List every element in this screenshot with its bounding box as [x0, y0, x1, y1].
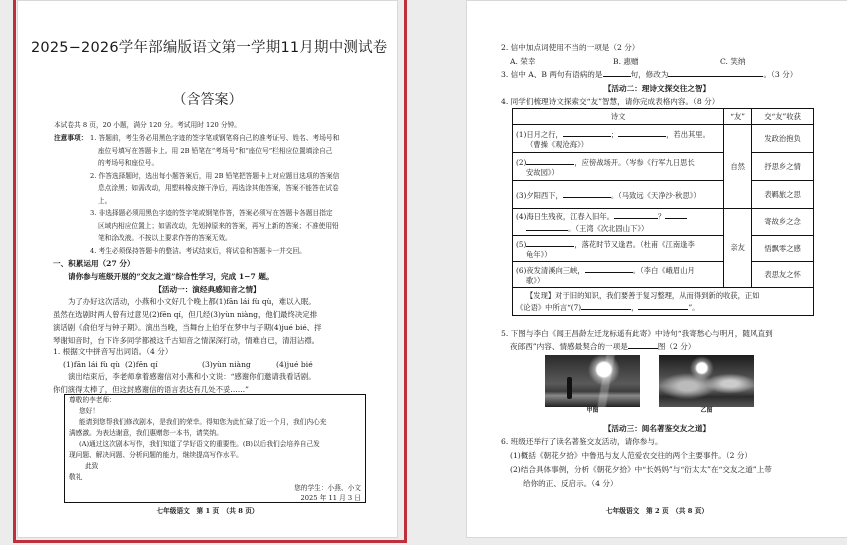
answer-blank[interactable] [526, 222, 568, 231]
answer-blank[interactable] [563, 189, 611, 198]
discovery-text: 《论语》中所言“(7) [516, 302, 582, 312]
answer-blank[interactable] [628, 340, 658, 349]
letter-date: 2025 年 11 月 3 日 [300, 494, 361, 502]
q5-text: 夜郎西”内容、情感最契合的一项是 [510, 342, 628, 351]
poem-source: 龟年》） [526, 249, 552, 259]
q1-item: (1)fān lái fù qù [63, 360, 121, 369]
answer-blank[interactable] [668, 68, 763, 77]
gain-cell: 表思友之怀 [752, 262, 814, 288]
poem-cell [513, 209, 724, 236]
exam-subtitle: （含答案） [172, 92, 243, 108]
note-line: 笔和涂改液。不按以上要求作答的答案无效。 [98, 234, 232, 242]
table-row [513, 181, 814, 209]
passage-line: 演话剧《俞伯牙与钟子期》。演出当晚，当舞台上伯牙在梦中与子期(4)jué bié、拌 [53, 323, 322, 332]
poem-cell [513, 236, 724, 262]
discovery-text: 【发现】对于旧的知识，我们要善于复习整理，从而得到新的收获，正如 [526, 290, 760, 300]
letter-body-line: 满感激。为表达谢意，我们惠赠您一本书，请笑纳。 [69, 429, 223, 437]
answer-blank[interactable] [563, 128, 611, 137]
answer-blank[interactable] [614, 210, 658, 219]
table-header: 诗文 [513, 109, 724, 125]
poem-text: (2) [516, 157, 527, 167]
letter-body-line: 现问题、解决问题、分析问题的能力，继续提高写作水平。 [69, 451, 243, 459]
activity2-heading: 【活动二：理诗文探交往之智】 [603, 84, 711, 93]
notes-label: 注意事项： [54, 134, 88, 142]
passage-line: 为了办好这次活动，小燕和小文好几个晚上都(1)fān lái fù qù，难以入眠。 [68, 297, 316, 306]
poem-cell [513, 125, 724, 153]
q3-suffix: 。（3 分） [763, 70, 798, 79]
painting-caption: 甲图 [586, 407, 599, 414]
q5-text: 图（2 分） [657, 342, 696, 351]
section1-heading: 一、积累运用（27 分） [53, 259, 135, 268]
poem-cell [513, 181, 724, 209]
q1-item: (3)yùn niàng [202, 360, 251, 369]
table-row [513, 125, 814, 153]
answer-blank[interactable] [526, 238, 574, 247]
table-row [513, 153, 814, 181]
question-4: 4. 同学们梳理诗文探索交“友”智慧，请你完成表格内容。（8 分） [501, 97, 720, 106]
activity3-heading: 【活动三：阅名著鉴交友之道】 [603, 424, 711, 433]
table-row [513, 209, 814, 236]
question-2-text: 2. 信中加点词使用不当的一项是（2 分） [501, 43, 640, 52]
exam-intro: 本试卷共 8 页，20 小题，满分 120 分。考试用时 120 分钟。 [54, 121, 241, 129]
note-line: 息点涂黑；如需改动，用塑料橡皮擦干净后，再选涂其他答案，答案不能答在试卷 [98, 184, 339, 192]
poem-text: 。（马致远《天净沙·秋思》） [610, 190, 701, 200]
note-line: 3. 非选择题必须用黑色字迹的签字笔或钢笔作答，答案必须写在答题卡各题目指定 [90, 209, 333, 217]
q1-item: (2)fēn qí [125, 360, 158, 369]
letter-body-line: (A)通过这次剧本写作，我们知道了学好语文的重要性。(B)以后我们会培养自己发 [79, 440, 320, 448]
note-line: 的考场号和座位号。 [98, 159, 159, 167]
painting-yi [659, 355, 754, 407]
q2-option-c: C. 笑纳 [720, 57, 746, 66]
gain-cell: 发政治抱负 [752, 125, 814, 153]
gain-cell: 寄故乡之念 [752, 209, 814, 236]
poem-table [512, 108, 814, 316]
section1-intro: 请你参与班级开展的“交友之道”综合性学习，完成 1−7 题。 [68, 272, 274, 281]
poem-text: (4)海日生残夜，江春入旧年。 [516, 212, 614, 221]
poem-text: ； [610, 129, 619, 139]
painting-jia [545, 355, 640, 407]
poem-source: 歌》） [526, 275, 545, 285]
answer-blank[interactable] [585, 264, 633, 273]
answer-blank[interactable] [603, 68, 631, 77]
answer-blank[interactable] [581, 301, 631, 310]
thank-you-letter-box [64, 394, 366, 503]
answer-blank[interactable] [638, 301, 688, 310]
passage-line: 虽然在选剧时两人曾有过意见(2)fēn qí，但几经(3)yùn niàng，他们最终决定排 [53, 310, 318, 319]
table-row [513, 236, 814, 262]
question-3 [501, 68, 797, 81]
poem-text: ？ [657, 212, 666, 221]
discovery-text: ， [631, 302, 639, 312]
after-passage-line: 演出结束后，李老师拿着感谢信对小燕和小文说：“感谢你们邀请我看话剧。 [68, 372, 316, 381]
table-header: “友” [724, 109, 752, 125]
discovery-cell [513, 288, 814, 316]
q2-option-a: A. 荣幸 [510, 57, 536, 66]
note-line: 座位号填写在答题卡上。用 2B 铅笔在“考场号”和“座位号”栏相应位置填涂自己 [98, 146, 333, 155]
exam-title: 2025−2026学年部编版语文第一学期11月期中测试卷 [31, 40, 388, 56]
passage-line: 琴谢知音时，台下许多同学都被这千古知音之情深深打动，情难自已，清泪沾襟。 [53, 336, 320, 345]
table-row-discovery [513, 288, 814, 316]
letter-signature: 您的学生：小燕、小文 [294, 484, 361, 492]
table-header-row [513, 109, 814, 125]
document-page-2[interactable] [467, 1, 847, 537]
question-6-sub1: (1)概括《朝花夕拾》中鲁迅与友人范爱农交往的两个主要事件。（2 分） [510, 451, 753, 460]
table-row [513, 262, 814, 288]
activity1-heading: 【活动一：演经典感知音之情】 [154, 285, 261, 294]
q3-prefix: 3. 信中 A、B 两句有语病的是 [501, 70, 603, 79]
answer-blank[interactable] [618, 128, 666, 137]
answer-blank[interactable] [526, 156, 574, 165]
poem-text: 。（李白《峨眉山月 [632, 265, 695, 275]
note-line: 4. 考生必须保持答题卡的整洁。考试结束后，将试卷和答题卡一并交回。 [90, 246, 306, 255]
question-5-line2 [510, 340, 695, 353]
poem-text: (6)夜发清溪向三峡， [516, 265, 585, 275]
poem-cell [513, 262, 724, 288]
question-6: 6. 班级还举行了读名著鉴交友活动，请你参与。 [501, 437, 663, 446]
question-5-line1: 5. 下图与李白《闻王昌龄左迁龙标遥有此寄》中诗句“我寄愁心与明月，随风直到 [501, 329, 773, 338]
letter-closing: 敬礼 [69, 473, 83, 481]
gain-cell: 悟飘零之感 [752, 236, 814, 262]
letter-greeting: 您好！ [79, 407, 100, 415]
discovery-text: ”。 [688, 302, 700, 312]
q3-mid: 句，修改为 [630, 70, 669, 79]
figure-silhouette [567, 377, 572, 399]
poem-text: (1)日月之行， [516, 129, 563, 139]
poem-text: ，落花时节又逢君。（杜甫《江南逢李 [574, 239, 695, 249]
painting-caption: 乙图 [700, 407, 713, 414]
page-footer: 七年级语文 第 1 页 （共 8 页） [156, 507, 259, 515]
q2-option-b: B. 惠赠 [613, 57, 639, 66]
poem-source: 安故园》） [526, 167, 559, 177]
answer-blank[interactable] [665, 210, 687, 219]
note-line: 1. 答题前，考生务必用黑色字迹的签字笔或钢笔将自己的准考证号、姓名、考场号和 [90, 134, 340, 142]
after-passage-line: 你们演得太棒了，但这封感谢信的语言表达有几处不妥……” [53, 385, 249, 394]
question-6-sub2-line1: (2)结合具体事例，分析《朝花夕拾》中“长妈妈”与“衍太太”在“交友之道”上带 [510, 465, 772, 474]
gain-cell: 抒思乡之情 [752, 153, 814, 181]
table-header: 交“友”收获 [752, 109, 814, 125]
page-footer: 七年级语文 第 2 页 （共 8 页） [605, 507, 709, 515]
letter-salutation: 尊敬的李老师： [69, 396, 116, 404]
note-line: 2. 作答选择题时，选出每小题答案后，用 2B 铅笔把答题卡上对应题目选项的答案信 [90, 171, 340, 180]
letter-closing: 此致 [85, 462, 99, 470]
poem-text: (3)夕阳西下， [516, 190, 563, 200]
poem-cell [513, 153, 724, 181]
letter-body-line: 能请到您帮我们修改剧本，是我们的荣幸。得知您为此忙碌了近一个月，我们内心充 [79, 418, 327, 426]
poem-text: (5) [516, 239, 527, 249]
friend-type-cell: 亲友 [724, 209, 752, 288]
question-1: 1. 根据文中拼音写出词语。（4 分） [53, 347, 173, 356]
poem-text: ，若出其里。 [666, 129, 710, 139]
question-6-sub2-line2: 给你的正、反启示。（4 分） [523, 479, 618, 488]
poem-source: 。（王湾《次北固山下》） [568, 224, 649, 233]
friend-type-cell: 自然 [724, 125, 752, 209]
document-page-1[interactable] [18, 1, 397, 537]
gain-cell: 表羁旅之思 [752, 181, 814, 209]
q1-item: (4)jué bié [276, 360, 313, 369]
question-2 [501, 41, 639, 54]
poem-source: （曹操《观沧海》） [526, 139, 589, 149]
note-line: 上。 [98, 196, 112, 205]
note-line: 区域内相应位置上；如需改动，先划掉原来的答案，再写上新的答案；不准使用铅 [98, 221, 339, 230]
poem-text: ，应傍战场开。（岑参《行军九日思长 [574, 157, 695, 167]
